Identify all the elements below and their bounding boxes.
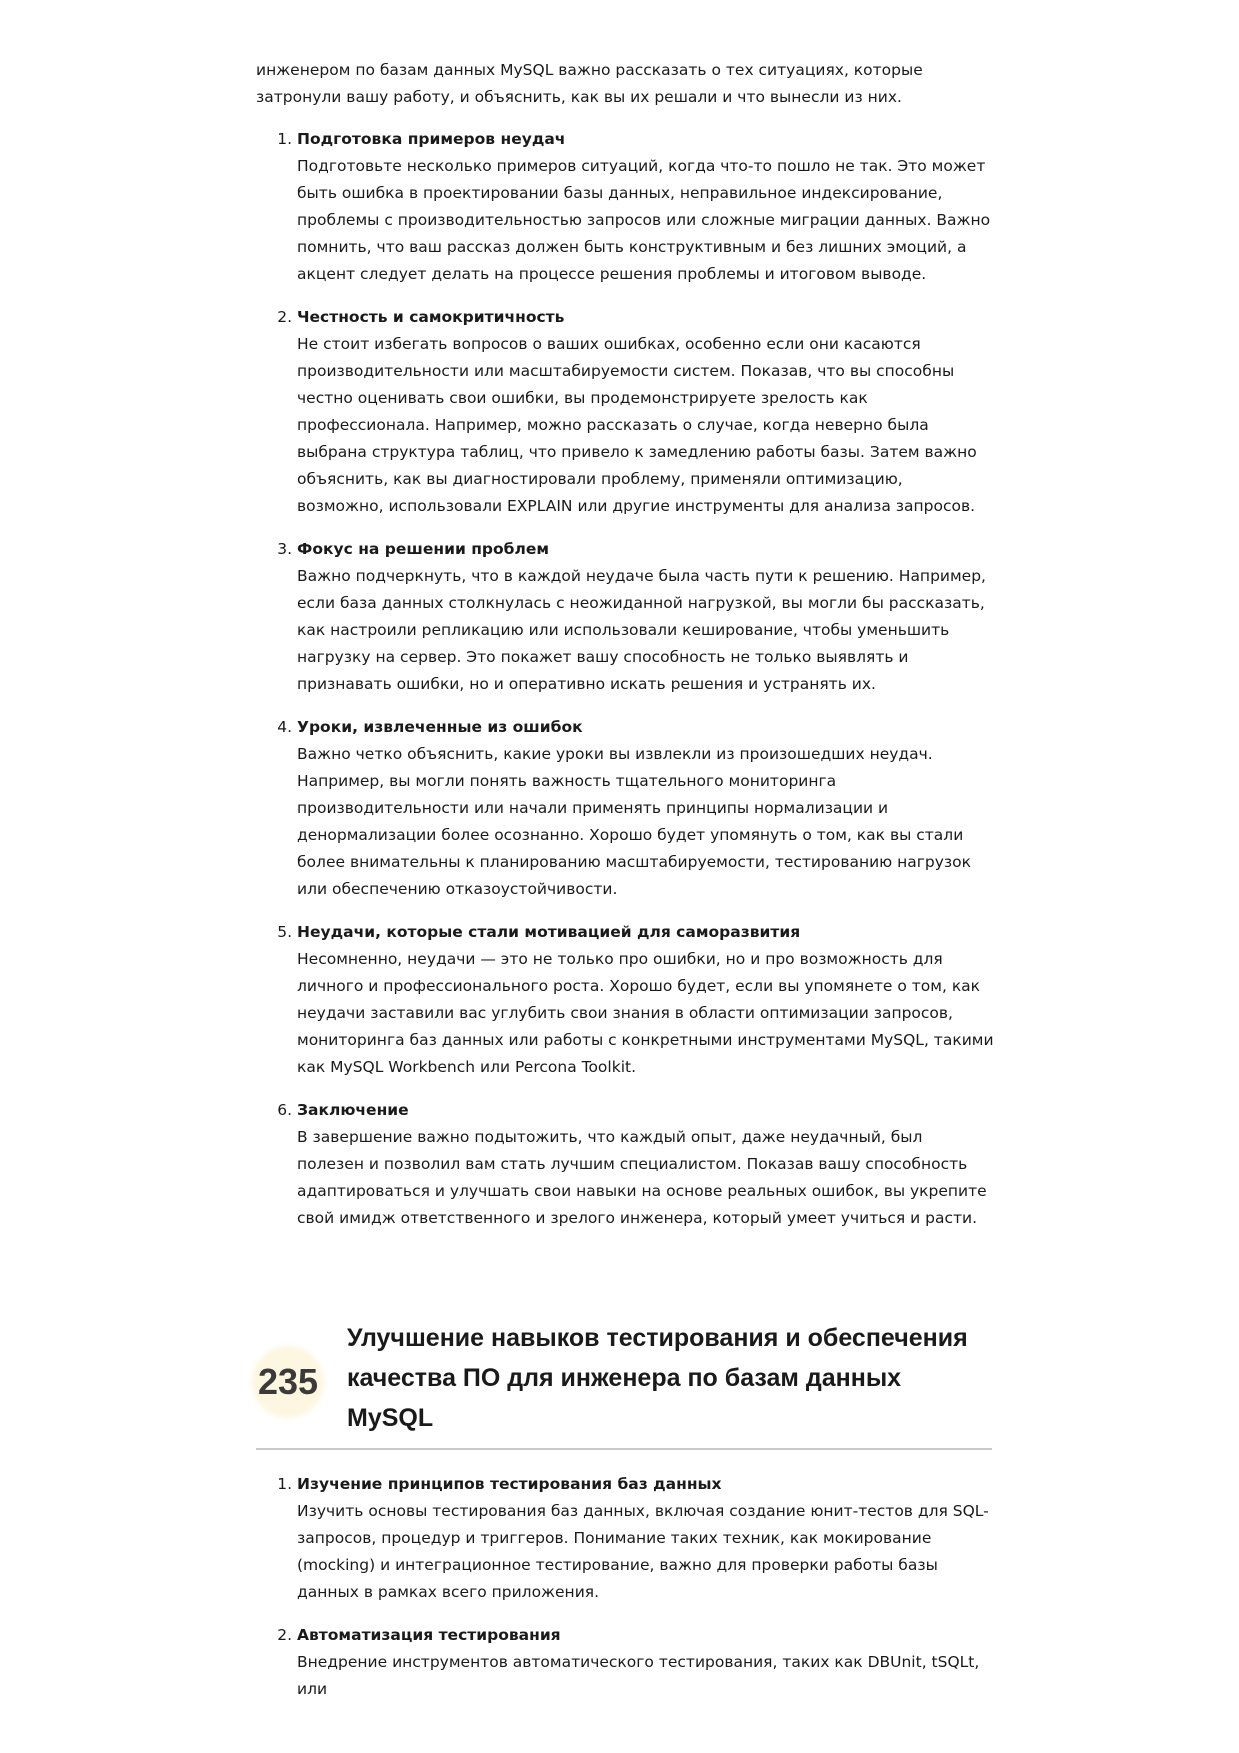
list-item — [297, 919, 994, 1081]
item-title: 6. Заключение — [297, 1101, 409, 1119]
document-page — [256, 57, 994, 1248]
chapter-list — [256, 1471, 994, 1703]
item-body: Важно четко объяснить, какие уроки вы извлекли из произошедших неудач. Например, вы могли понять важность тщательного мониторинга производительности или начали применять принципы нормализации и денормализации более осознанно. Хорошо будет упомянуть о том, как вы стали более внимательны к планированию масштабируемости, тестированию нагрузок или обеспечению отказоустойчивости. — [297, 745, 972, 898]
list-item — [297, 1622, 994, 1703]
item-title: 3. Фокус на решении проблем — [297, 540, 550, 558]
item-title: 5. Неудачи, которые стали мотивацией для саморазвития — [297, 923, 801, 941]
chapter-number-badge: 235 — [256, 1350, 320, 1414]
tips-list — [256, 126, 994, 1232]
list-item — [297, 304, 994, 520]
item-body: Не стоит избегать вопросов о ваших ошибках, особенно если они касаются производительности или масштабируемости систем. Показав, что вы способны честно оценивать свои ошибки, вы продемонстрируете зрелость как профессионала. Например, можно рассказать о случае, когда неверно была выбрана структура таблиц, что привело к замедлению работы базы. Затем важно объяснить, как вы диагностировали проблему, применяли оптимизацию, возможно, использовали EXPLAIN или другие инструменты для анализа запросов. — [297, 335, 977, 515]
item-body: Подготовьте несколько примеров ситуаций, когда что-то пошло не так. Это может быть ошибка в проектировании базы данных, неправильное индексирование, проблемы с производительностью запросов или сложные миграции данных. Важно помнить, что ваш рассказ должен быть конструктивным и без лишних эмоций, а акцент следует делать на процессе решения проблемы и итоговом выводе. — [297, 157, 991, 283]
intro-paragraph: инженером по базам данных MySQL важно рассказать о тех ситуациях, которые затронули вашу работу, и объяснить, как вы их решали и что вынесли из них. — [256, 61, 923, 106]
item-body: В завершение важно подытожить, что каждый опыт, даже неудачный, был полезен и позволил вам стать лучшим специалистом. Показав вашу способность адаптироваться и улучшать свои навыки на основе реальных ошибок, вы укрепите свой имидж ответственного и зрелого инженера, который умеет учиться и расти. — [297, 1128, 987, 1227]
item-body: Важно подчеркнуть, что в каждой неудаче была часть пути к решению. Например, если база данных столкнулась с неожиданной нагрузкой, вы могли бы рассказать, как настроили репликацию или использовали кеширование, чтобы уменьшить нагрузку на сервер. Это покажет вашу способность не только выявлять и признавать ошибки, но и оперативно искать решения и устранять их. — [297, 567, 986, 693]
item-title: 2. Честность и самокритичность — [297, 308, 565, 326]
item-title: 1. Изучение принципов тестирования баз данных — [297, 1475, 722, 1493]
item-title: 2. Автоматизация тестирования — [297, 1626, 561, 1644]
list-item — [297, 536, 994, 698]
list-item — [297, 1471, 994, 1606]
item-title: 1. Подготовка примеров неудач — [297, 130, 566, 148]
chapter-title: Улучшение навыков тестирования и обеспечения качества ПО для инженера по базам данных MySQL — [347, 1324, 968, 1432]
chapter-content — [256, 1471, 994, 1719]
list-item — [297, 126, 994, 288]
item-body: Несомненно, неудачи — это не только про ошибки, но и про возможность для личного и профессионального роста. Хорошо будет, если вы упомянете о том, как неудачи заставили вас углубить свои знания в области оптимизации запросов, мониторинга баз данных или работы с конкретными инструментами MySQL, такими как MySQL Workbench или Percona Toolkit. — [297, 950, 994, 1076]
list-item — [297, 1097, 994, 1232]
item-body: Изучить основы тестирования баз данных, включая создание юнит-тестов для SQL-запросов, процедур и триггеров. Понимание таких техник, как мокирование (mocking) и интеграционное тестирование, важно для проверки работы базы данных в рамках всего приложения. — [297, 1502, 989, 1601]
item-body: Внедрение инструментов автоматического тестирования, таких как DBUnit, tSQLt, или — [297, 1653, 980, 1698]
list-item — [297, 714, 994, 903]
item-title: 4. Уроки, извлеченные из ошибок — [297, 718, 583, 736]
chapter-header — [256, 1318, 992, 1450]
